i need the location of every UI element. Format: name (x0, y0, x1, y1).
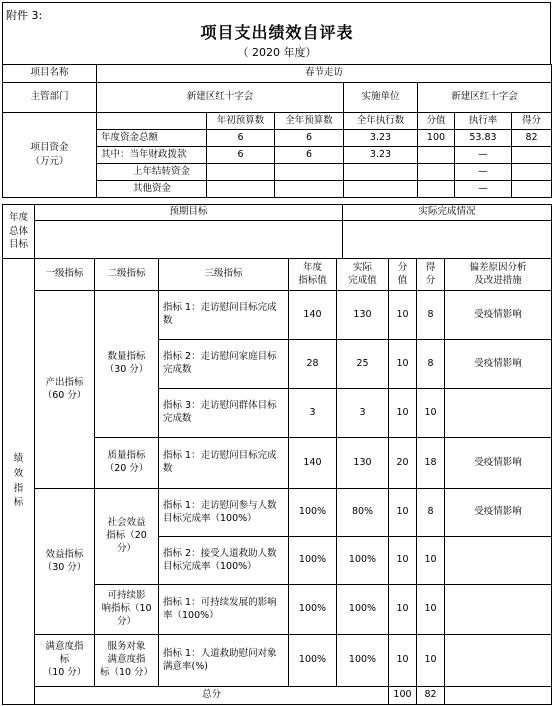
funds-cell (207, 181, 275, 198)
funds-row-label: 其他资金 (97, 181, 207, 198)
dept-value: 新建区红十字会 (97, 83, 344, 113)
expected-goal-header: 预期目标 (35, 205, 343, 221)
funds-cell: — (455, 164, 512, 181)
funds-cell: 6 (275, 147, 344, 164)
deviation-reason (445, 585, 552, 635)
score: 10 (417, 635, 445, 687)
funds-cell: 82 (512, 130, 552, 147)
funds-cell (512, 147, 552, 164)
level2-indicator: 质量指标 （20 分） (95, 438, 159, 489)
actual-value: 100% (337, 635, 389, 687)
level1-indicator: 效益指标 （30 分） (35, 489, 95, 635)
dept-label: 主管部门 (3, 83, 97, 113)
actual-value: 3 (337, 389, 389, 438)
funds-col-header: 执行率 (455, 113, 512, 130)
score: 10 (417, 585, 445, 635)
impl-unit-value: 新建区红十字会 (418, 83, 552, 113)
level3-indicator: 指标 2：接受人道救助人数目标完成率（100%） (159, 537, 289, 585)
total-row (3, 687, 552, 705)
target-value: 28 (289, 340, 337, 389)
indicator-header: 三级指标 (159, 259, 289, 291)
indicator-header: 得 分 (417, 259, 445, 291)
actual-value: 130 (337, 291, 389, 340)
score-max: 10 (389, 585, 417, 635)
actual-value: 80% (337, 489, 389, 537)
deviation-reason: 受疫情影响 (445, 438, 552, 489)
funds-label: 项目资金 （万元） (3, 113, 97, 198)
score: 8 (417, 291, 445, 340)
attachment-label: 附件 3: (6, 9, 43, 22)
indicator-header: 年度 指标值 (289, 259, 337, 291)
project-name-label: 项目名称 (3, 65, 97, 83)
total-reason (445, 687, 552, 705)
funds-cell: 6 (275, 130, 344, 147)
funds-cell (418, 181, 455, 198)
annual-goals-label: 年度 总体 目标 (3, 205, 35, 259)
level2-indicator: 可持续影 响指标（10 分） (95, 585, 159, 635)
target-value: 100% (289, 489, 337, 537)
level3-indicator: 指标 1：走访慰问参与人数目标完成率（100%） (159, 489, 289, 537)
level3-indicator: 指标 1：可持续发展的影响率（100%） (159, 585, 289, 635)
total-label: 总分 (35, 687, 389, 705)
score-max: 10 (389, 635, 417, 687)
actual-status-header: 实际完成情况 (343, 205, 552, 221)
indicator-header: 偏差原因分析 及改进措施 (445, 259, 552, 291)
indicator-row (3, 489, 552, 537)
funds-cell (418, 164, 455, 181)
funds-cell (344, 181, 418, 198)
form-title: 项目支出绩效自评表 (200, 23, 354, 42)
target-value: 100% (289, 635, 337, 687)
performance-indicator-label: 绩 效 指 标 (3, 259, 35, 705)
indicator-header: 分 值 (389, 259, 417, 291)
funds-col-header: 得分 (512, 113, 552, 130)
level3-indicator: 指标 1：人道救助慰问对象满意率(%) (159, 635, 289, 687)
level3-indicator: 指标 3：走访慰问群体目标完成数 (159, 389, 289, 438)
funds-cell (275, 164, 344, 181)
deviation-reason: 受疫情影响 (445, 291, 552, 340)
funds-cell (275, 181, 344, 198)
project-name-value: 春节走访 (97, 65, 552, 83)
score-max: 10 (389, 340, 417, 389)
target-value: 140 (289, 438, 337, 489)
funds-col-header: 分值 (418, 113, 455, 130)
funds-row-label: 上年结转资金 (97, 164, 207, 181)
funds-cell: 6 (207, 130, 275, 147)
funds-row-label: 年度资金总额 (97, 130, 207, 147)
funds-cell: 100 (418, 130, 455, 147)
target-value: 140 (289, 291, 337, 340)
level2-indicator: 服务对象 满意度指 标（10 分） (95, 635, 159, 687)
annual-goals-table (2, 204, 552, 259)
total-score-max: 100 (389, 687, 417, 705)
target-value: 3 (289, 389, 337, 438)
funds-cell (418, 147, 455, 164)
level1-indicator: 产出指标 （60 分） (35, 291, 95, 489)
form-year: （ 2020 年度） (237, 46, 317, 59)
indicator-header: 一级指标 (35, 259, 95, 291)
funds-cell (344, 164, 418, 181)
level2-indicator: 数量指标 （30 分） (95, 291, 159, 438)
level3-indicator: 指标 1：走访慰问目标完成数 (159, 291, 289, 340)
score-max: 10 (389, 537, 417, 585)
actual-value: 25 (337, 340, 389, 389)
target-value: 100% (289, 537, 337, 585)
expected-goal-value (35, 221, 343, 259)
actual-status-value (343, 221, 552, 259)
deviation-reason: 受疫情影响 (445, 340, 552, 389)
funds-cell: 53.83 (455, 130, 512, 147)
score: 8 (417, 489, 445, 537)
score: 8 (417, 340, 445, 389)
project-info-table (2, 64, 552, 198)
score-max: 10 (389, 489, 417, 537)
funds-header-blank (97, 113, 207, 130)
deviation-reason: 受疫情影响 (445, 489, 552, 537)
level2-indicator: 社会效益 指标（20 分） (95, 489, 159, 585)
actual-value: 130 (337, 438, 389, 489)
impl-unit-label: 实施单位 (344, 83, 418, 113)
funds-cell: 3.23 (344, 130, 418, 147)
funds-cell: 3.23 (344, 147, 418, 164)
actual-value: 100% (337, 585, 389, 635)
funds-cell: — (455, 147, 512, 164)
indicator-header-row (3, 259, 552, 291)
indicator-row (3, 291, 552, 340)
deviation-reason (445, 537, 552, 585)
funds-col-header: 年初预算数 (207, 113, 275, 130)
level3-indicator: 指标 1：走访慰问目标完成数 (159, 438, 289, 489)
level1-indicator: 满意度指 标 （10 分） (35, 635, 95, 687)
target-value: 100% (289, 585, 337, 635)
deviation-reason (445, 635, 552, 687)
funds-cell (512, 181, 552, 198)
indicator-header: 二级指标 (95, 259, 159, 291)
funds-row-label: 其中：当年财政拨款 (97, 147, 207, 164)
funds-cell (207, 164, 275, 181)
score: 18 (417, 438, 445, 489)
funds-cell: — (455, 181, 512, 198)
actual-value: 100% (337, 537, 389, 585)
score-max: 20 (389, 438, 417, 489)
funds-col-header: 全年执行数 (344, 113, 418, 130)
deviation-reason (445, 389, 552, 438)
indicator-header: 实际 完成值 (337, 259, 389, 291)
funds-col-header: 全年预算数 (275, 113, 344, 130)
score-max: 10 (389, 291, 417, 340)
level3-indicator: 指标 2：走访慰问家庭目标完成数 (159, 340, 289, 389)
indicator-row (3, 635, 552, 687)
performance-indicator-table (2, 258, 552, 705)
score-max: 10 (389, 389, 417, 438)
score: 10 (417, 389, 445, 438)
funds-cell: 6 (207, 147, 275, 164)
total-score: 82 (417, 687, 445, 705)
score: 10 (417, 537, 445, 585)
funds-cell (512, 164, 552, 181)
